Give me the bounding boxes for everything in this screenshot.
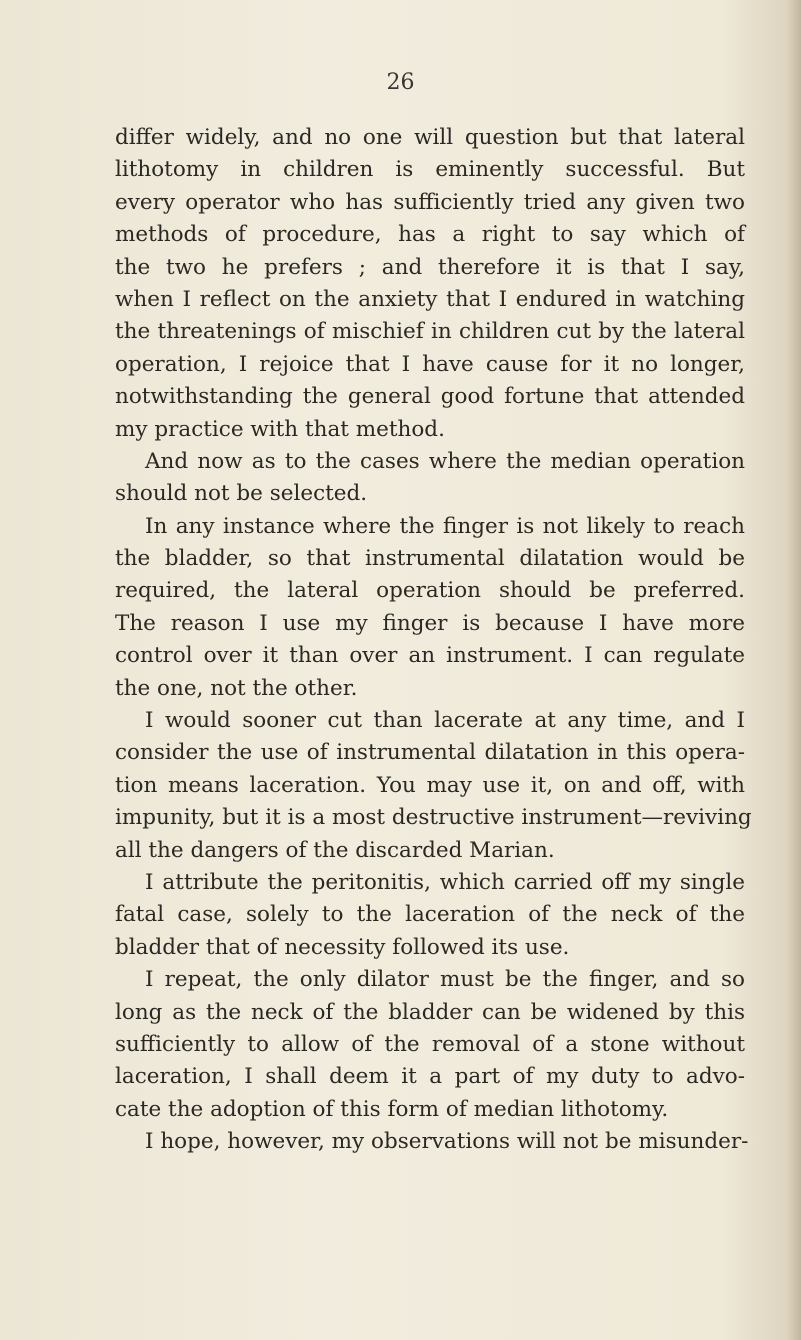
text-line: every operator who has sufficiently tried any given two (115, 189, 745, 215)
text-line: I attribute the peritonitis, which carried off my single (145, 869, 745, 895)
text-line: the one, not the other. (115, 675, 358, 701)
text-line: I repeat, the only dilator must be the finger, and so (145, 967, 745, 993)
text-line: The reason I use my finger is because I have more (115, 610, 745, 636)
text-line: should not be selected. (115, 481, 368, 507)
text-line: all the dangers of the discarded Marian. (115, 837, 555, 863)
text-line: required, the lateral operation should be preferred. (115, 578, 745, 604)
text-line: long as the neck of the bladder can be widened by this (115, 999, 745, 1025)
text-line: when I reflect on the anxiety that I endured in watching (115, 286, 745, 312)
text-line: consider the use of instrumental dilatation in this opera- (115, 740, 745, 766)
text-line: methods of procedure, has a right to say which of (115, 222, 745, 248)
page-edge-shadow (787, 0, 801, 1340)
text-line: the two he prefers ; and therefore it is that I say, (115, 254, 745, 280)
text-line: I hope, however, my observations will not be misunder- (145, 1129, 749, 1155)
text-line: my practice with that method. (115, 416, 445, 442)
text-line: sufficiently to allow of the removal of a stone without (115, 1031, 745, 1057)
text-line: impunity, but it is a most destructive instrument—reviving (115, 805, 752, 831)
text-line: fatal case, solely to the laceration of the neck of the (115, 902, 745, 928)
text-line: notwithstanding the general good fortune that attended (115, 384, 745, 410)
text-line: control over it than over an instrument. I can regulate (115, 643, 745, 669)
body-text (115, 122, 752, 1159)
page-number: 26 (386, 70, 415, 95)
text-line: I would sooner cut than lacerate at any time, and I (145, 708, 745, 734)
text-line: the threatenings of mischief in children cut by the lateral (115, 319, 745, 345)
text-line: And now as to the cases where the median operation (145, 448, 745, 474)
text-line: In any instance where the finger is not likely to reach (145, 513, 745, 539)
text-line: bladder that of necessity followed its use. (115, 934, 570, 960)
text-line: tion means laceration. You may use it, on and off, with (115, 772, 745, 798)
text-line: laceration, I shall deem it a part of my duty to advo- (115, 1064, 745, 1090)
text-line: lithotomy in children is eminently successful. But (115, 157, 745, 183)
text-line: differ widely, and no one will question but that lateral (115, 125, 745, 150)
text-line: operation, I rejoice that I have cause for it no longer, (115, 351, 745, 377)
text-line: the bladder, so that instrumental dilatation would be (115, 546, 745, 572)
text-line: cate the adoption of this form of median lithotomy. (115, 1096, 669, 1122)
